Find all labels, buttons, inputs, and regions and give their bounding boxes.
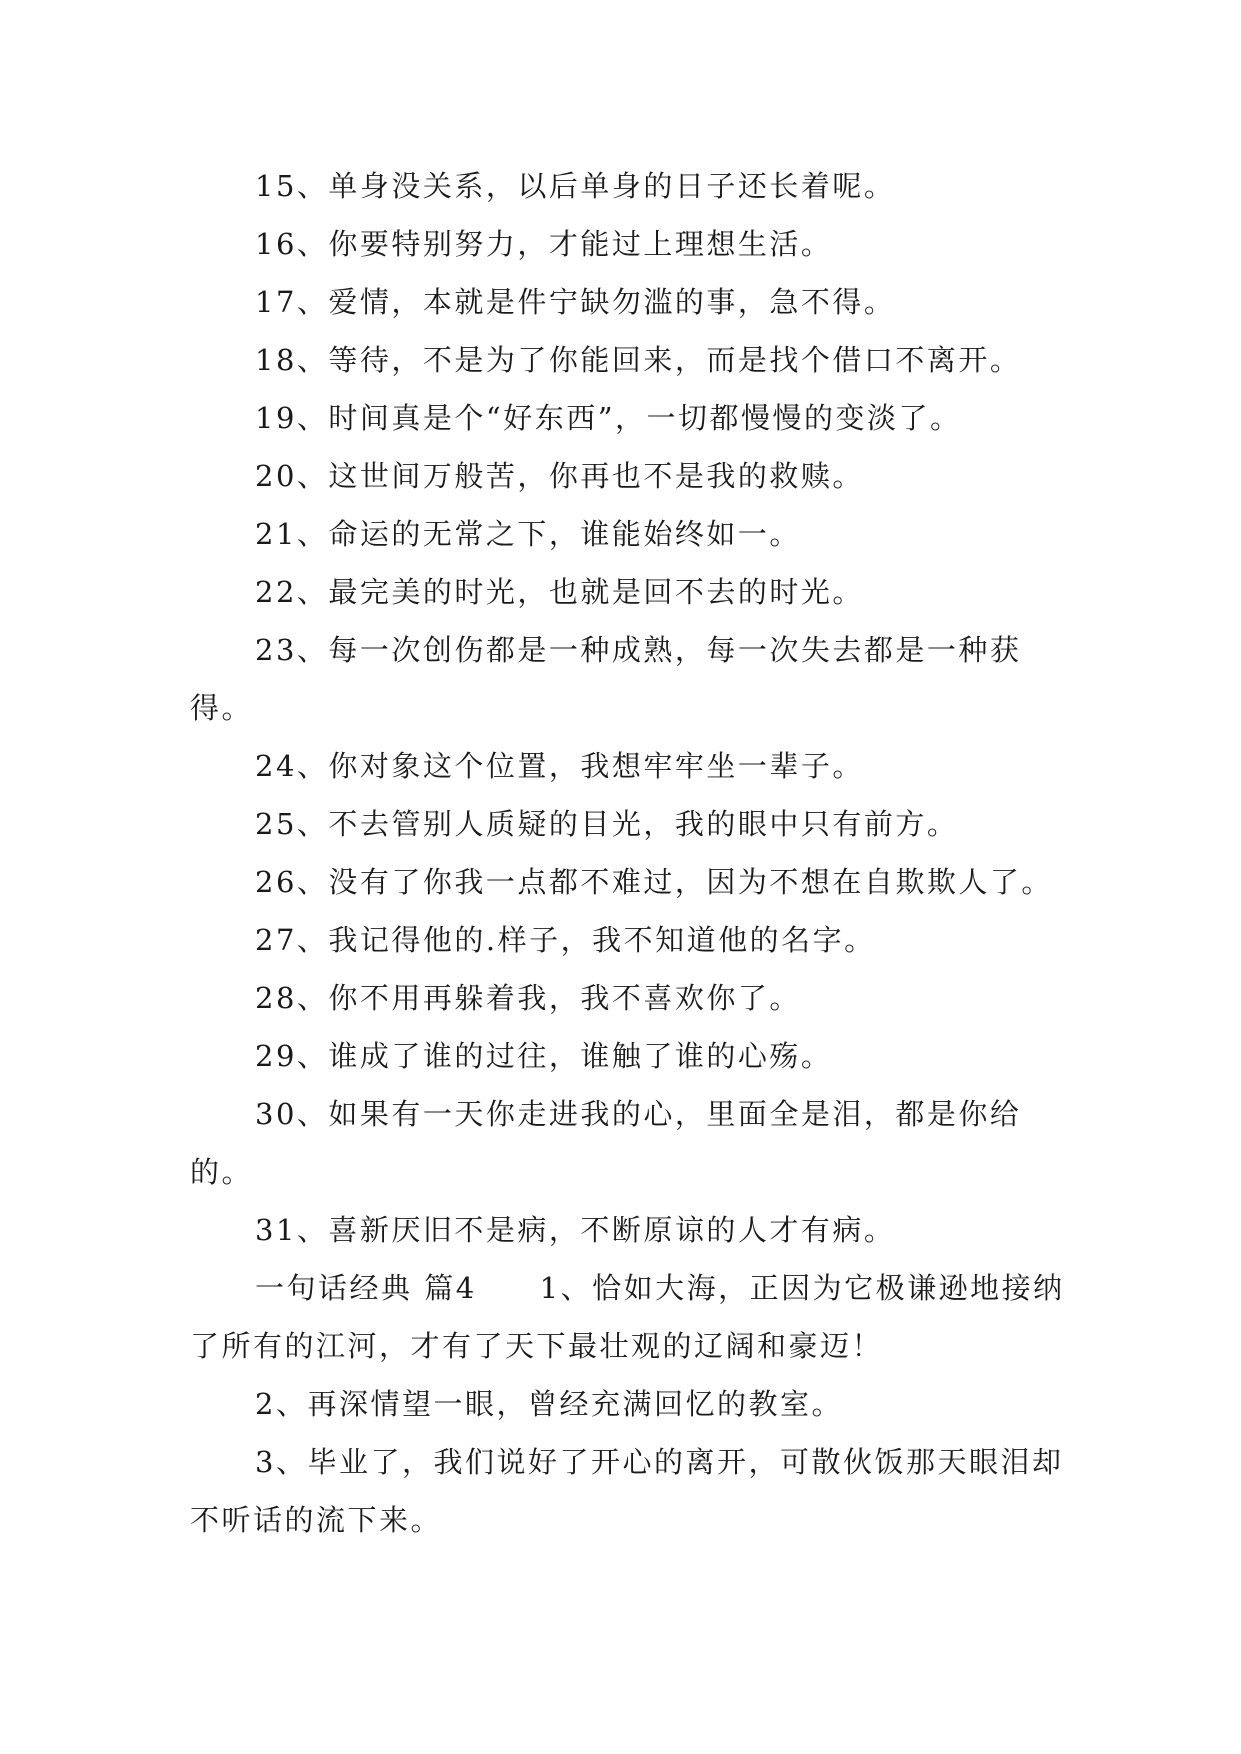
paragraph-27: 27、我记得他的.样子，我不知道他的名字。	[255, 923, 876, 957]
paragraph-23: 23、每一次创伤都是一种成熟，每一次失去都是一种获得。	[190, 633, 1022, 725]
paragraph-20: 20、这世间万般苦，你再也不是我的救赎。	[255, 459, 864, 493]
paragraph-s4-3: 3、毕业了，我们说好了开心的离开，可散伙饭那天眼泪却不听话的流下来。	[190, 1445, 1064, 1537]
paragraph-22: 22、最完美的时光，也就是回不去的时光。	[255, 575, 864, 609]
paragraph-16: 16、你要特别努力，才能过上理想生活。	[255, 227, 833, 261]
paragraph-28: 28、你不用再躲着我，我不喜欢你了。	[255, 981, 801, 1015]
paragraph-24: 24、你对象这个位置，我想牢牢坐一辈子。	[255, 749, 864, 783]
paragraph-18: 18、等待，不是为了你能回来，而是找个借口不离开。	[255, 343, 1022, 377]
paragraph-30: 30、如果有一天你走进我的心，里面全是泪，都是你给的。	[190, 1097, 1022, 1189]
paragraph-29: 29、谁成了谁的过往，谁触了谁的心殇。	[255, 1039, 833, 1073]
paragraph-21: 21、命运的无常之下，谁能始终如一。	[255, 517, 801, 551]
paragraph-25: 25、不去管别人质疑的目光，我的眼中只有前方。	[255, 807, 959, 841]
document-body	[190, 157, 1070, 1549]
paragraph-s4-2: 2、再深情望一眼，曾经充满回忆的教室。	[255, 1387, 843, 1421]
paragraph-26: 26、没有了你我一点都不难过，因为不想在自欺欺人了。	[255, 865, 1053, 899]
paragraph-17: 17、爱情，本就是件宁缺勿滥的事，急不得。	[255, 285, 896, 319]
section-heading-paragraph: 一句话经典 篇4 1、恰如大海，正因为它极谦逊地接纳了所有的江河，才有了天下最壮观的辽阔和豪迈！	[190, 1271, 1065, 1363]
paragraph-31: 31、喜新厌旧不是病，不断原谅的人才有病。	[255, 1213, 896, 1247]
paragraph-15: 15、单身没关系，以后单身的日子还长着呢。	[255, 169, 896, 203]
paragraph-19: 19、时间真是个“好东西”，一切都慢慢的变淡了。	[255, 401, 962, 435]
